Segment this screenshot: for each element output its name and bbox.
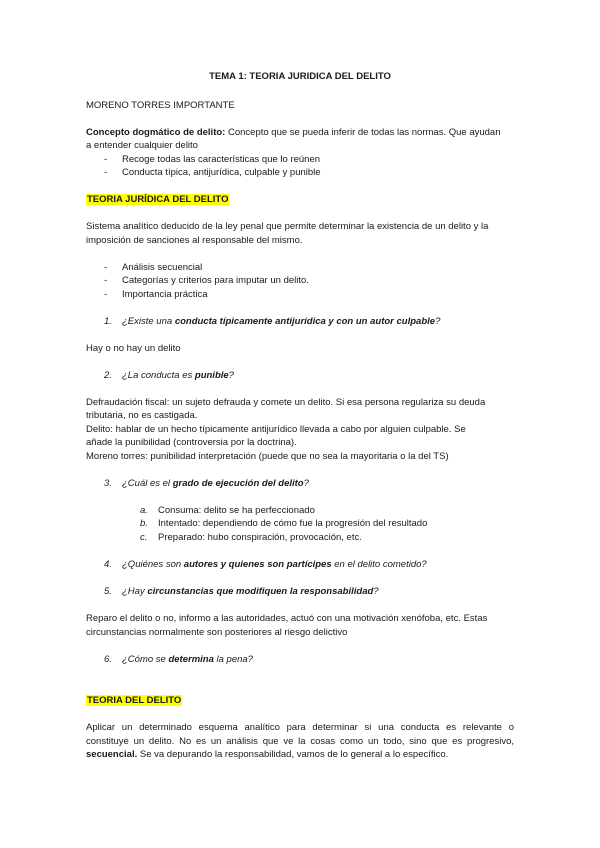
bullet-dash: - [104, 262, 108, 273]
question-2-number: 2. [104, 370, 112, 381]
section1-para-1: Sistema analítico deducido de la ley penal que permite determinar la existencia de un delito y la [86, 221, 489, 232]
concepto-line-1 [86, 127, 501, 139]
q3-item-1: Consuma: delito se ha perfeccionado [158, 505, 315, 516]
q6-post: la pena? [213, 654, 253, 665]
q5-answer-line-2: circunstancias normalmente son posteriores al riesgo delictivo [86, 627, 348, 638]
concepto-bullet-2: Conducta típica, antijurídica, culpable y punible [122, 167, 321, 178]
q1-bold: conducta típicamente antijurídica y con un autor culpable [174, 316, 436, 327]
question-4-number: 4. [104, 559, 112, 570]
highlighted-heading: TEORIA DEL DELITO [87, 695, 182, 706]
q2-bold: punible [194, 370, 229, 381]
question-6-number: 6. [104, 654, 112, 665]
q1-post: ? [435, 316, 441, 327]
q4-pre: ¿Quiénes son [122, 559, 184, 570]
q5-bold: circunstancias que modifiquen la responsabilidad [147, 586, 374, 597]
document-title: TEMA 1: TEORIA JURIDICA DEL DELITO [209, 71, 391, 82]
q2-pre: ¿La conducta es [122, 370, 195, 381]
bullet-dash: - [104, 289, 108, 300]
question-3-number: 3. [104, 478, 112, 489]
bullet-dash: - [104, 154, 108, 165]
highlighted-heading: TEORIA JURÍDICA DEL DELITO [87, 194, 229, 205]
section-heading-teoria-juridica [86, 194, 229, 206]
concepto-line-2: a entender cualquier delito [86, 140, 198, 151]
section1-bullet-2: Categorías y criterios para imputar un delito. [122, 275, 309, 286]
q3-bold: grado de ejecución del delito [172, 478, 304, 489]
q5-post: ? [373, 586, 379, 597]
q2-answer-line-2: tributaria, no es castigada. [86, 410, 198, 421]
q5-answer-line-1: Reparo el delito o no, informo a las autoridades, actuó con una motivación xenófoba, etc. Estas [86, 613, 488, 624]
question-5 [122, 586, 379, 598]
question-1 [122, 316, 440, 328]
author-line: MORENO TORRES IMPORTANTE [86, 100, 235, 111]
section1-bullet-1: Análisis secuencial [122, 262, 203, 273]
bullet-dash: - [104, 275, 108, 286]
section2-bold-word: secuencial. [86, 749, 138, 760]
question-6 [122, 654, 253, 666]
section-heading-teoria-delito [86, 695, 182, 707]
q1-answer: Hay o no hay un delito [86, 343, 181, 354]
q3-item-3: Preparado: hubo conspiración, provocación, etc. [158, 532, 362, 543]
q6-pre: ¿Cómo se [122, 654, 169, 665]
section1-bullet-3: Importancia práctica [122, 289, 208, 300]
q6-bold: determina [168, 654, 214, 665]
q1-pre: ¿Existe una [122, 316, 175, 327]
question-4 [122, 559, 427, 571]
q2-post: ? [228, 370, 234, 381]
q4-bold: autores y quienes son partícipes [183, 559, 332, 570]
question-2 [122, 370, 234, 382]
q2-answer-line-4: añade la punibilidad (controversia por la doctrina). [86, 437, 297, 448]
q3-item-letter: c. [140, 532, 148, 543]
q3-item-letter: b. [140, 518, 148, 529]
concepto-bullet-1: Recoge todas las características que lo reúnen [122, 154, 321, 165]
q5-pre: ¿Hay [122, 586, 148, 597]
q3-post: ? [303, 478, 309, 489]
concepto-text-1: Concepto que se pueda inferir de todas las normas. Que ayudan [225, 127, 501, 138]
question-1-number: 1. [104, 316, 112, 327]
section2-line-2: constituye un delito. No es un análisis que ve la cosas como un todo, sino que es progresivo, [86, 736, 514, 747]
q2-answer-line-1: Defraudación fiscal: un sujeto defrauda y comete un delito. Si esa persona regulariza su deuda [86, 397, 486, 408]
section2-line-3-rest: Se va depurando la responsabilidad, vamos de lo general a lo específico. [137, 749, 449, 760]
q3-item-letter: a. [140, 505, 148, 516]
section1-para-2: imposición de sanciones al responsable del mismo. [86, 235, 303, 246]
q4-post: en el delito cometido? [331, 559, 427, 570]
bullet-dash: - [104, 167, 108, 178]
q2-answer-line-5: Moreno torres: punibilidad interpretación (puede que no sea la mayoritaria o la del TS) [86, 451, 449, 462]
question-5-number: 5. [104, 586, 112, 597]
section2-line-1: Aplicar un determinado esquema analítico para determinar si una conducta es relevante o [86, 722, 514, 733]
question-3 [122, 478, 309, 490]
q3-item-2: Intentado: dependiendo de cómo fue la progresión del resultado [158, 518, 428, 529]
section2-line-3 [86, 749, 448, 761]
q3-pre: ¿Cuál es el [122, 478, 173, 489]
q2-answer-line-3: Delito: hablar de un hecho típicamente antijurídico llevada a cabo por alguien culpable. Se [86, 424, 466, 435]
concepto-label: Concepto dogmático de delito: [86, 127, 226, 138]
